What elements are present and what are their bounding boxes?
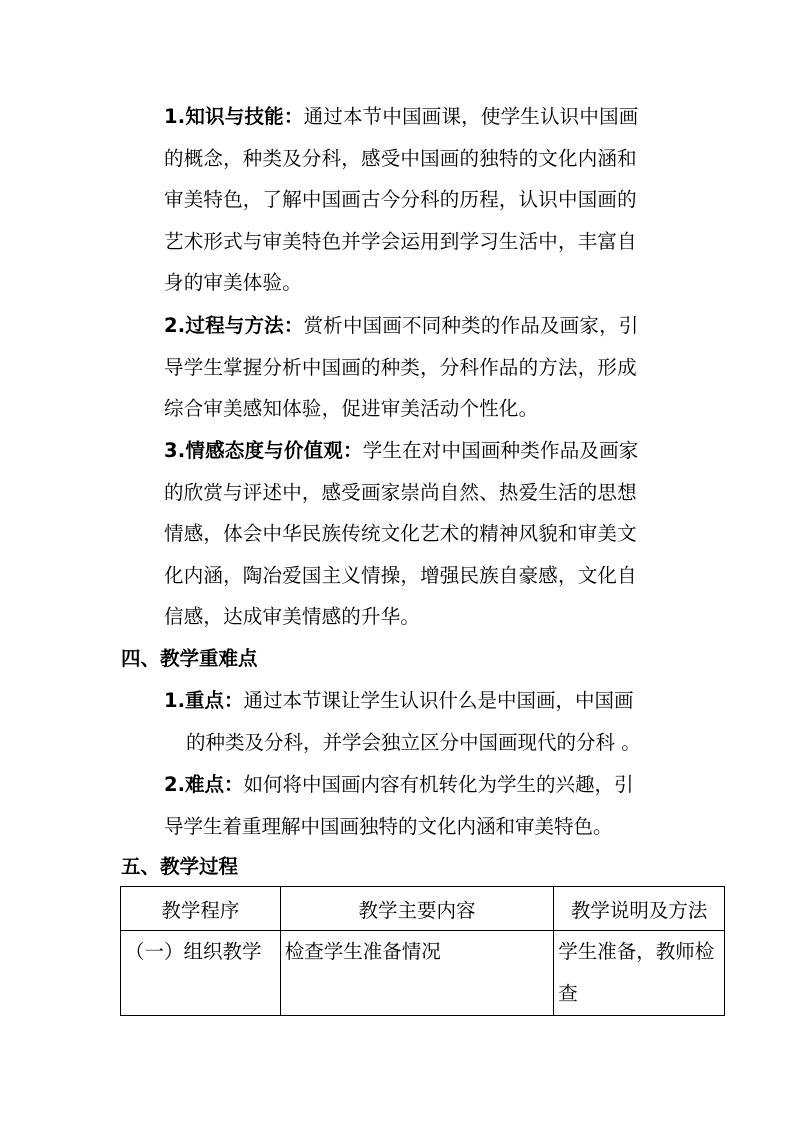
section-4-heading: 四、教学重难点 [121,647,258,670]
objective-3-line-4: 化内涵，陶冶爱国主义情操，增强民族自豪感，文化自 [164,563,637,587]
difficulty-lead: 2.难点： [164,773,244,796]
objective-2-lead: 2.过程与方法： [164,314,304,337]
key-point [164,680,684,722]
table-header-row [121,887,725,931]
objective-1-line-2: 的概念，种类及分科，感受中国画的独特的文化内涵和 [164,146,637,170]
objective-1-line-4: 艺术形式与审美特色并学会运用到学习生活中，丰富自 [164,229,637,253]
objective-2-line-2: 导学生掌握分析中国画的种类，分科作品的方法，形成 [164,355,637,379]
header-procedure: 教学程序 [121,887,281,931]
objective-2-line-3: 综合审美感知体验，促进审美活动个性化。 [164,397,539,420]
header-method: 教学说明及方法 [554,887,725,931]
objective-3-lead: 3.情感态度与价值观： [164,439,363,462]
objective-1-lead: 1.知识与技能： [164,105,304,128]
objective-knowledge-skills [164,96,668,304]
objective-1-line-3: 审美特色，了解中国画古今分科的历程，认识中国画的 [164,188,637,211]
header-main-content: 教学主要内容 [280,887,553,931]
objective-emotion-values [164,430,668,638]
cell-main-content: 检查学生准备情况 [280,931,553,1016]
objective-2-line-1: 赏析中国画不同种类的作品及画家，引 [303,314,639,337]
teaching-process-table [120,886,725,1016]
section-5-heading: 五、教学过程 [121,855,239,878]
objective-process-methods [164,305,668,430]
objective-1-line-5: 身的审美体验。 [164,271,302,294]
objective-3-line-2: 的欣赏与评述中，感受画家崇尚自然、热爱生活的思想 [164,480,637,504]
objective-3-line-3: 情感，体会中华民族传统文化艺术的精神风貌和审美文 [164,522,637,545]
key-point-continued: 的种类及分科，并学会独立区分中国画现代的分科 。 [186,731,641,754]
objective-3-line-1: 学生在对中国画种类作品及画家 [362,439,639,462]
objective-1-line-1: 通过本节中国画课，使学生认识中国画 [303,105,639,128]
cell-method: 学生准备，教师检查 [554,931,725,1016]
difficulty-point [164,764,684,806]
key-point-line-1: 通过本节课让学生认识什么是中国画，中国画 [243,689,634,712]
difficulty-line-1: 如何将中国画内容有机转化为学生的兴趣，引 [243,773,634,796]
difficulty-continued: 导学生着重理解中国画独特的文化内涵和审美特色。 [164,815,613,838]
objective-3-line-5: 信感，达成审美情感的升华。 [164,605,421,628]
key-point-lead: 1.重点： [164,689,244,712]
table-row [121,931,725,1016]
cell-procedure: （一）组织教学 [121,931,281,1016]
